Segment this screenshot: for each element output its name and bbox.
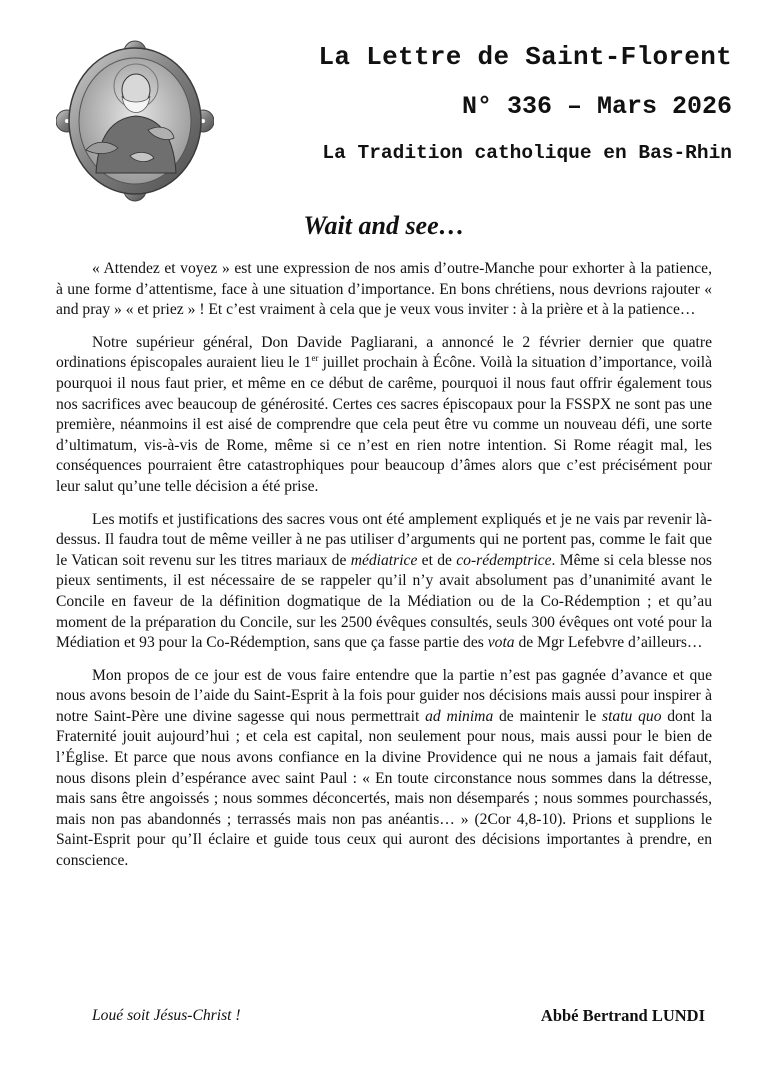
paragraph-4 [56, 666, 712, 872]
paragraph-2 [56, 333, 712, 498]
paragraph-3-text-a: Les motifs et justifications des sacres vous ont été amplement expliqués et je ne vais par revenir là-dessus. Il faudra tout de même veiller à ne pas utiliser d’arguments qui ne portent pas, comme le fait que le Vatican soit revenu sur les titres mariaux de [56, 510, 712, 569]
italic-term: vota [487, 634, 515, 652]
paragraph-4-text-b: de maintenir le [493, 707, 603, 725]
masthead [319, 40, 732, 166]
newsletter-title: La Lettre de Saint-Florent [318, 42, 732, 72]
paragraph-2-text-b: juillet prochain à Écône. Voilà la situation d’importance, voilà pourquoi il nous faut prier, et même en ce début de carême, pourquoi il nous faut offrir également tous nos sacrifices avec beaucoup de générosité. Certes ces sacres épiscopaux pour la FSSPX ne sont pas une première, néanmoins il est aisé de comprendre que cela peut être vu comme un nouveau défi, une sorte d’ultimatum, vis-à-vis de Rome, même si ce n’est en rien notre intention. Si Rome réagit mal, les conséquences pourraient être catastrophiques pour beaucoup d’âmes alors que c’est précisément pour leur salut qu’une telle décision a été prise. [56, 354, 713, 495]
article-body [56, 259, 712, 884]
paragraph-3-text-c: . Même si cela blesse nos pieux sentiments, il est nécessaire de se rappeler qu’il n’y avait absolument pas d’unanimité avant le Concile en faveur de la définition dogmatique de la Médiation ou de la Co-Rédemption ; et qu’au moment de la préparation du Concile, sur les 2500 évêques consultés, seuls 300 évêques ont voté pour la Médiation et 93 pour la Co-Rédemption, sans que ça fasse partie des [56, 551, 712, 652]
ordinal-superscript: er [311, 353, 319, 364]
italic-term: médiatrice [350, 551, 418, 569]
italic-term: co-rédemptrice [456, 551, 552, 569]
italic-term: ad minima [425, 707, 494, 725]
emblem [56, 38, 214, 204]
closing-salutation: Loué soit Jésus-Christ ! [92, 1007, 241, 1024]
paragraph-1: « Attendez et voyez » est une expression de nos amis d’outre-Manche pour exhorter à la patience, à une forme d’attentisme, face à une situation d’importance. En bons chrétiens, nous devrions rajouter « and pray » « et priez » ! Et c’est vraiment à cela que je veux vous inviter : à la prière et à la patience… [56, 260, 712, 319]
paragraph-3-text-b: et de [417, 551, 457, 569]
saint-medallion-icon [56, 38, 214, 204]
paragraph-3 [56, 510, 712, 654]
newsletter-subtitle: La Tradition catholique en Bas-Rhin [322, 142, 732, 164]
paragraph-3-text-d: de Mgr Lefebvre d’ailleurs… [514, 634, 703, 652]
paragraph-4-text-a: Mon propos de ce jour est de vous faire entendre que la partie n’est pas gagnée d’avance et que nous avons besoin de l’aide du Saint-Esprit à la fois pour guider nos décisions mais aussi pour inspirer à notre Saint-Père une divine sagesse qui nous permettrait [56, 666, 712, 725]
italic-term: statu quo [602, 707, 662, 725]
issue-number: N° 336 – Mars 2026 [461, 92, 732, 121]
article-title: Wait and see… [303, 211, 465, 240]
paragraph-2-text-a: Notre supérieur général, Don Davide Pagliarani, a annoncé le 2 février dernier que quatre ordinations épiscopales auraient lieu le 1 [56, 333, 712, 372]
paragraph-4-text-c: dont la Fraternité jouit aujourd’hui ; et cela est capital, non seulement pour nous, mais aussi pour le bien de l’Église. Et parce que nous avons confiance en la divine Providence qui ne nous a jamais fait défaut, nous disons plein d’espérance avec saint Paul : « En toute circonstance nous sommes dans la détresse, mais sans être angoissés ; nous sommes déconcertés, mais non désemparés ; nous sommes pourchassés, mais non pas abandonnés ; terrassés mais non pas anéantis… » (2Cor 4,8-10). Prions et supplions le Saint-Esprit pour qu’Il éclaire et guide tous ceux qui auront des décisions importantes à prendre, en conscience. [56, 707, 712, 870]
author-signature: Abbé Bertrand LUNDI [540, 1006, 705, 1025]
